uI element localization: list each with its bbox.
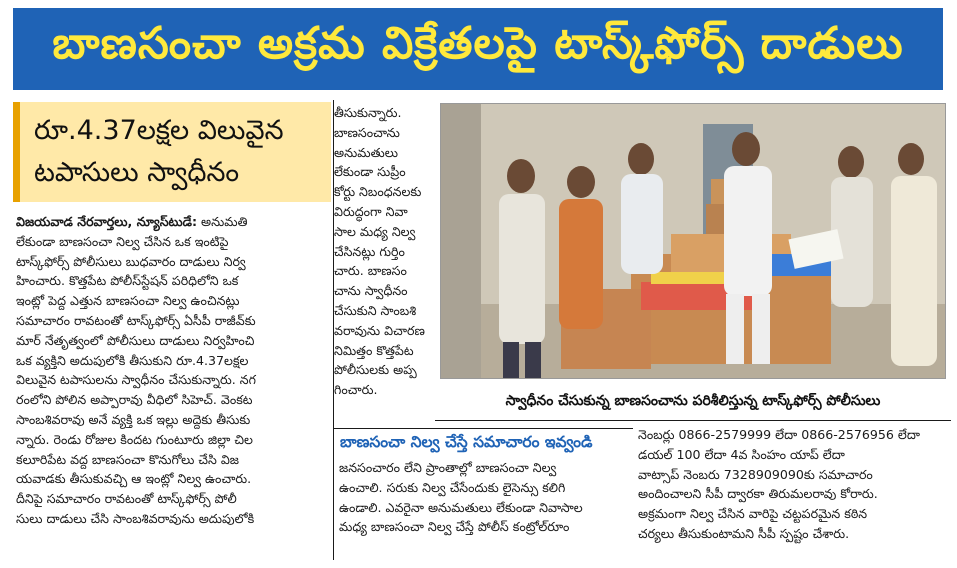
deck-line: రూ.4.37లక్షల విలువైన — [34, 115, 284, 146]
article-line: ఉంచాలి. సరుకు నిల్వ చేసేందుకు లైసెన్సు కలిగి — [339, 479, 566, 495]
article-line: చేసుకుని సాంబశి — [334, 302, 417, 318]
article-line: చర్యలు తీసుకుంటామని సీపీ స్పష్టం చేశారు. — [638, 525, 850, 541]
article-line: హించారు. కొత్తపేట పోలీస్‌స్టేషన్ పరిధిలోని ఒక — [16, 273, 239, 289]
photo-caption: స్వాధీనం చేసుకున్న బాణసంచాను పరిశీలిస్తున్న టాస్క్‌ఫోర్స్ పోలీసులు — [505, 392, 881, 409]
article-line: చారు. బాణసం — [334, 263, 407, 279]
article-line: అనుమతులు — [334, 144, 399, 160]
article-line: ఒక వ్యక్తిని అదుపులోకి తీసుకుని రూ.4.37లక్షల — [16, 352, 249, 368]
divider — [333, 100, 334, 560]
dateline: విజయవాడ నేరవార్తలు, న్యూస్‌టుడే: — [16, 214, 197, 229]
photo-illustration — [441, 104, 946, 379]
deck-line: టపాసులు స్వాధీనం — [34, 157, 240, 188]
article-line: పోలీసులకు అప్ప — [334, 362, 417, 378]
article-line: విలువైన టపాసులను స్వాధీనం చేసుకున్నారు. నగ — [16, 372, 256, 388]
article-line: నెంబర్లు 0866-2579999 లేదా 0866-2576956 లేదా — [638, 427, 920, 442]
divider — [435, 420, 951, 421]
article-line: మార్ నేతృత్వంలో పోలీసులు దాడులు నిర్వహించి — [16, 332, 255, 348]
divider — [333, 428, 633, 429]
article-line: సులు దాడులు చేసి సాంబశివరావును అదుపులోకి — [16, 510, 255, 526]
article-line: చేసినట్లు గుర్తిం — [334, 243, 405, 259]
article-line: టాస్క్‌ఫోర్స్ పోలీసులు బుధవారం దాడులు నిర్వ — [16, 253, 246, 269]
article-line: సమాచారం రావటంతో టాస్క్‌ఫోర్స్ ఏసీపీ రాజీవ్‌కు — [16, 312, 256, 328]
article-column-4 — [638, 425, 948, 544]
article-line: ఇంట్లో పెద్ద ఎత్తున బాణసంచా నిల్వ ఉంచినట్లు — [16, 293, 240, 309]
headline-banner — [13, 8, 943, 90]
news-photo — [440, 103, 946, 379]
article-line: సాల మధ్య నిల్వ — [334, 223, 416, 239]
article-text: అనుమతి — [197, 214, 248, 229]
article-line: సాంబశివరావు అనే వ్యక్తి ఒక ఇల్లు అద్దెకు తీసుకు — [16, 411, 251, 427]
headline: బాణసంచా అక్రమ విక్రేతలపై టాస్క్‌ఫోర్స్ దాడులు — [52, 18, 904, 69]
article-line: బాణసంచాను — [334, 124, 400, 140]
article-line: ఉండాలి. ఎవరైనా అనుమతులు లేకుండా నివాసాల — [339, 499, 583, 515]
article-line: అందించాలని సీపీ ద్వారకా తిరుమలరావు కోరారు. — [638, 486, 878, 502]
article-line: న్నారు. రెండు రోజుల కిందట గుంటూరు జిల్లా చిల — [16, 431, 253, 447]
deck-box — [13, 102, 331, 202]
article-line: లేకుండా సుప్రీం — [334, 164, 406, 180]
article-line: వాట్సాప్ నెంబరు 7328909090కు సమాచారం — [638, 466, 873, 482]
article-line: దీనిపై సమాచారం రావటంతో టాస్క్‌ఫోర్స్ పోలీ — [16, 491, 237, 507]
article-line: చాను స్వాధీనం — [334, 283, 408, 299]
article-line: మధ్య బాణసంచా నిల్వ చేస్తే పోలీస్ కంట్రోల్‌రూం — [339, 519, 570, 535]
article-line: గించారు. — [334, 382, 378, 398]
article-line: డయల్ 100 లేదా 4వ సింహం యాప్ లేదా — [638, 446, 845, 462]
article-line: అక్రమంగా నిల్వ చేసిన వారిపై చట్టపరమైన కఠిన — [638, 506, 868, 522]
article-line: జనసంచారం లేని ప్రాంతాల్లో బాణసంచా నిల్వ — [339, 460, 557, 475]
article-column-3 — [339, 458, 629, 537]
article-column-1 — [16, 212, 334, 529]
article-line: కోర్టు నిబంధనలకు — [334, 184, 422, 200]
article-line: యవాడకు తీసుకువచ్చి ఆ ఇంట్లో నిల్వ ఉంచారు. — [16, 471, 252, 487]
article-line — [16, 212, 334, 232]
article-line: రంలోని పోలిన అప్పారావు వీధిలో సిహెచ్. వెంకట — [16, 392, 253, 408]
article-line: విరుద్ధంగా నివా — [334, 203, 408, 219]
article-line: కలూరిపేట వద్ద బాణసంచా కొనుగోలు చేసి విజ — [16, 451, 239, 467]
subheading: బాణసంచా నిల్వ చేస్తే సమాచారం ఇవ్వండి — [340, 433, 593, 451]
article-line: తీసుకున్నారు. — [334, 105, 402, 120]
article-column-2 — [334, 103, 432, 400]
article-line: లేకుండా బాణసంచా నిల్వ చేసిన ఒక ఇంటిపై — [16, 233, 229, 249]
article-line: నిమిత్తం కొత్తపేట — [334, 342, 414, 358]
article-line: వరావును విచారణ — [334, 322, 425, 338]
